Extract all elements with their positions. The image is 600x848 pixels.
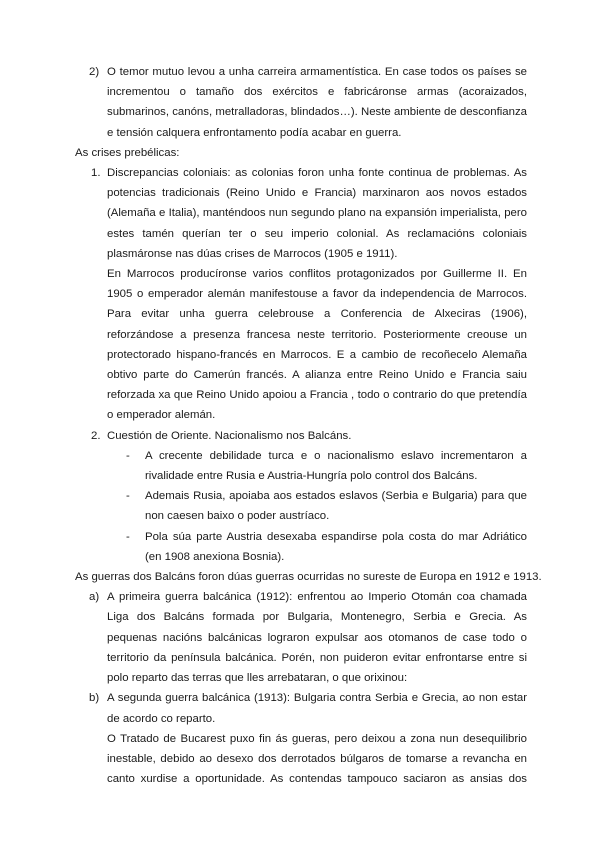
paragraph-text: A primeira guerra balcánica (1912): enfrentou ao Imperio Otomán coa chamada Liga dos Balcáns formada por Bulgaria, Montenegro, Serbia e Grecia. As pequenas nacións balcánicas lograron expulsar aos otomanos de case todo o territorio da península balcánica. Porén, non puideron evitar enfrontarse entre si polo reparto das terras que lles arrebataran, o que orixinou:	[107, 591, 527, 685]
paragraph-text: Cuestión de Oriente. Nacionalismo nos Balcáns.	[107, 429, 352, 442]
paragraph-bucharest-treaty: O Tratado de Bucarest puxo fin ás gueras, pero deixou a zona nun desequilibrio inestable, debido ao desexo dos derrotados búlgaros de tomarse a revancha en canto xurdise a oportunidade. As contendas tampouco saciaron as ansias dos	[107, 732, 527, 786]
section-heading-balkan-wars: As guerras dos Balcáns foron dúas guerras ocurridas no sureste de Europa en 1912 e 1913.	[75, 571, 542, 584]
list-item-eastern-question	[91, 426, 527, 446]
paragraph-text: O temor mutuo levou a unha carreira armamentística. En case todos os países se incrementou o tamaño dos exércitos e fabricáronse armas (acoraizados, submarinos, canóns, metralladoras, blindados…). Neste ambiente de desconfianza e tensión calquera enfrontamento podía acabar en guerra.	[107, 66, 527, 139]
bullet-marker: -	[126, 449, 130, 462]
list-item-first-balkan-war	[89, 587, 527, 688]
bullet-marker: -	[126, 490, 130, 503]
list-item-second-balkan-war	[89, 688, 527, 728]
bullet-item	[126, 446, 527, 486]
document-page	[0, 62, 600, 789]
list-marker: 2.	[91, 429, 101, 442]
list-item-armament	[89, 62, 527, 143]
bullet-text: A crecente debilidade turca e o nacionalismo eslavo incrementaron a rivalidade entre Rusia e Austria-Hungría polo control dos Balcáns.	[145, 449, 527, 483]
paragraph-morocco: En Marrocos producíronse varios conflitos protagonizados por Guillerme II. En 1905 o emperador alemán manifestouse a favor da independencia de Marrocos. Para evitar unha guerra celebrouse a Conferencia de Alxeciras (1906), reforzándose a presenza francesa neste territorio. Posteriormente creouse un protectorado hispano-francés en Marrocos. E a cambio de recoñecelo Alemaña obtivo parte do Camerún francés. A alianza entre Reino Unido e Francia saiu reforzada xa que Reino Unido apoiou a Francia , todo o contrario do que pretendía o emperador alemán.	[107, 268, 527, 422]
bullet-marker: -	[126, 530, 130, 543]
list-item-colonial-discrepancies	[91, 163, 527, 264]
list-marker: a)	[89, 591, 100, 604]
bullet-text: Pola súa parte Austria desexaba espandirse pola costa do mar Adriático (en 1908 anexiona Bosnia).	[145, 530, 527, 563]
bullet-text: Ademais Rusia, apoiaba aos estados eslavos (Serbia e Bulgaria) para que non caesen baixo o poder austríaco.	[145, 490, 527, 523]
section-heading-crises: As crises prebélicas:	[75, 146, 180, 159]
bullet-item	[126, 486, 527, 526]
paragraph-text: A segunda guerra balcánica (1913): Bulgaria contra Serbia e Grecia, ao non estar de acordo co reparto.	[107, 692, 527, 725]
bullet-item	[126, 527, 527, 567]
paragraph-text: Discrepancias coloniais: as colonias foron unha fonte continua de problemas. As potencias tradicionais (Reino Unido e Francia) marxinaron aos novos estados (Alemaña e Italia), manténdoos nun segundo plano na expansión imperialista, pero estes tamén querían ter o seu imperio colonial. As reclamacións coloniais plasmáronse nas dúas crises de Marrocos (1905 e 1911).	[107, 167, 527, 260]
list-marker: 2)	[89, 66, 100, 78]
list-marker: 1.	[91, 167, 101, 180]
list-marker: b)	[89, 692, 100, 705]
